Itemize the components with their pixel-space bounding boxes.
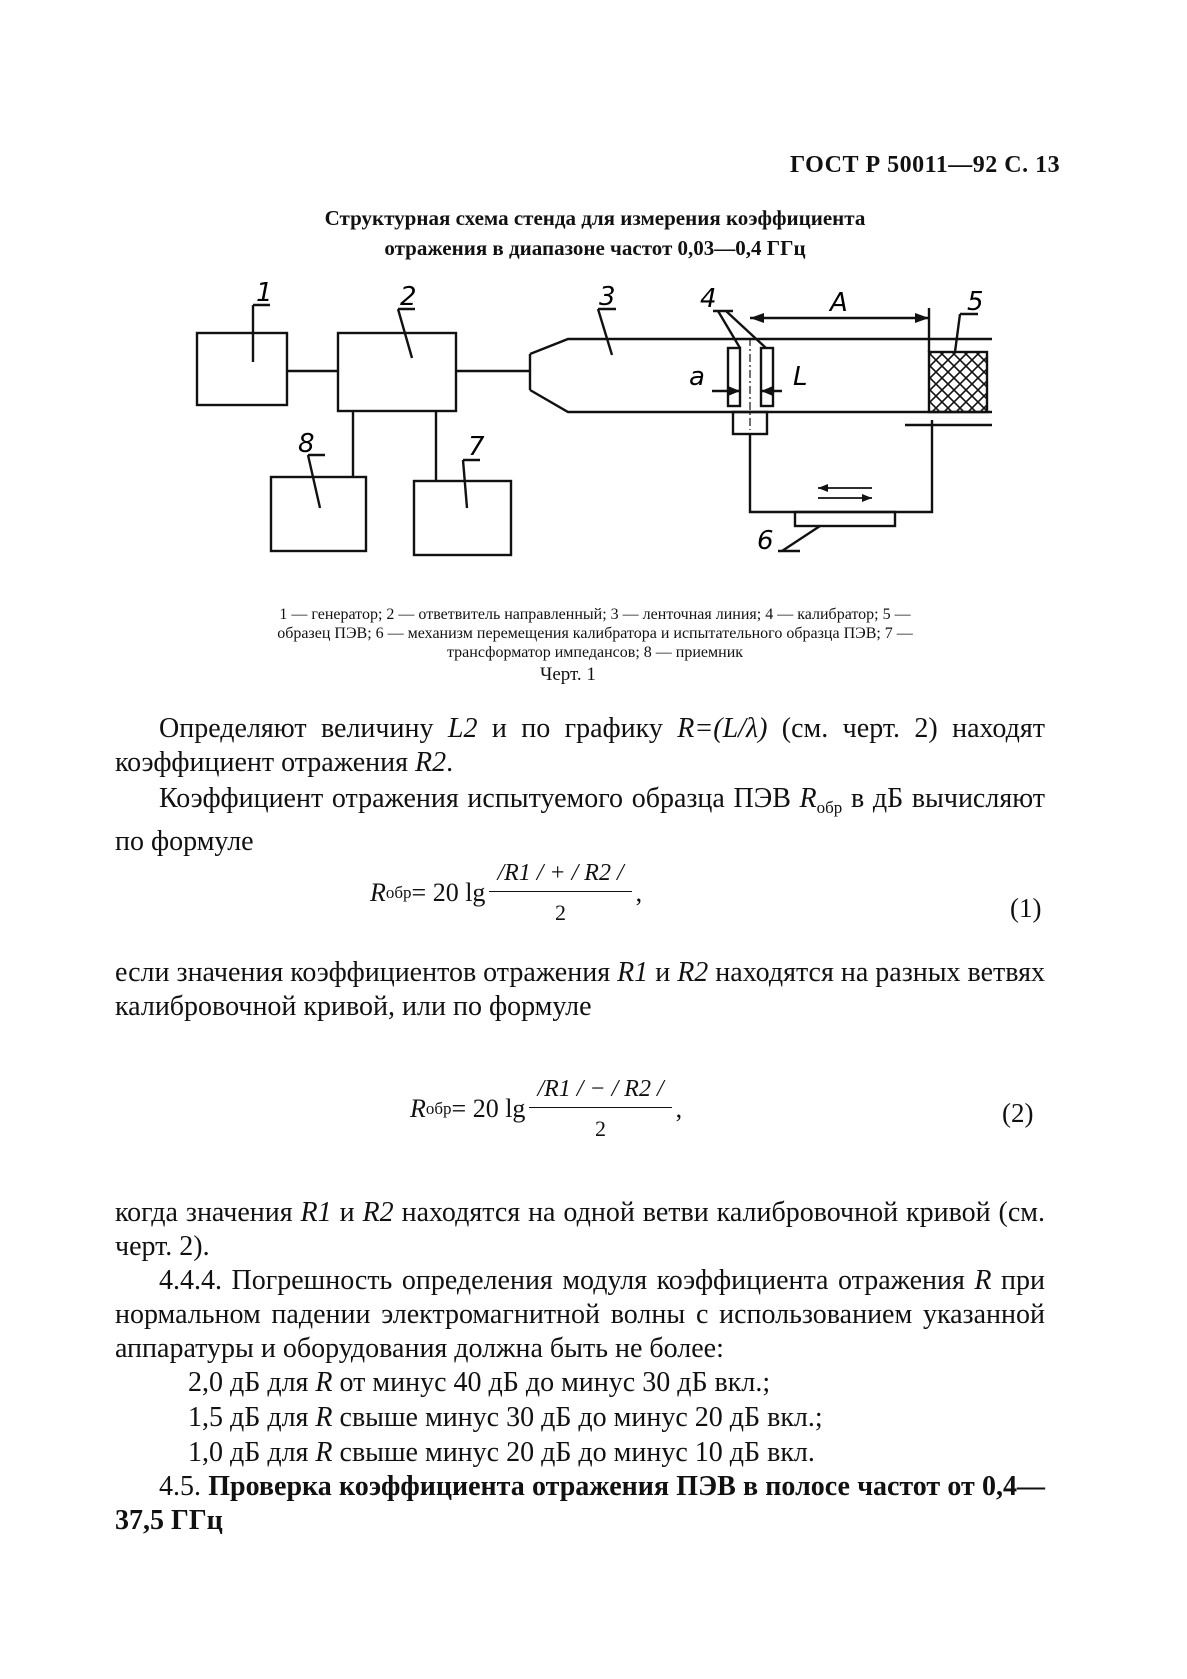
calibrator-plate-2 <box>761 348 773 406</box>
calibrator-plate-1 <box>728 348 740 406</box>
formula-1: R обр = 20 lg $\frac{/R1 / + / R2 /}{2}$ , <box>370 860 643 925</box>
figure-legend-line-1: 1 — генератор; 2 — ответвитель направленный; 3 — ленточная линия; 4 — калибратор; 5 — <box>279 606 911 623</box>
label-7: 7 <box>468 432 485 462</box>
block-generator <box>197 333 287 405</box>
figure-title-line-2: отражения в диапазоне частот 0,03—0,4 ГГц <box>384 236 806 260</box>
paragraph-3: если значения коэффициентов отражения R1 и R2 находятся на разных ветвях калибровочной кривой, или по формуле <box>115 957 1046 1022</box>
block-coupler <box>338 333 456 411</box>
figure-legend-line-2: образец ПЭВ; 6 — механизм перемещения калибратора и испытательного образца ПЭВ; 7 — <box>277 625 913 642</box>
formula-2: R обр = 20 lg $\frac{/R1 / - / R2 /}{2}$ , <box>410 1076 683 1141</box>
label-4: 4 <box>700 284 717 314</box>
block-transformer <box>414 481 511 555</box>
label-3: 3 <box>599 282 616 312</box>
label-a: a <box>689 362 705 392</box>
label-L: L <box>793 362 808 392</box>
paragraph-4-4-4: 4.4.4. Погрешность определения модуля коэффициента отражения R при нормальном падении электромагнитной волны с использованием указанной аппаратуры и оборудования должна быть не более: <box>115 1265 1045 1364</box>
label-8: 8 <box>298 429 315 459</box>
label-A: A <box>830 288 848 318</box>
label-5: 5 <box>967 287 984 317</box>
mechanism-block <box>795 512 895 526</box>
figure-title-line-1: Структурная схема стенда для измерения коэффициента <box>324 206 866 230</box>
equation-number-1: (1) <box>1010 893 1042 923</box>
paragraph-4: когда значения R1 и R2 находятся на одной ветви калибровочной кривой (см. черт. 2). <box>115 1197 1046 1262</box>
sample-hatch <box>930 353 986 411</box>
label-6: 6 <box>757 526 774 556</box>
label-1: 1 <box>256 278 273 308</box>
paragraph-1: Определяют величину L2 и по графику R=(L/λ) (см. черт. 2) находят коэффициент отражения R2. <box>115 713 1045 778</box>
label-2: 2 <box>400 282 417 312</box>
tolerance-item-1: 2,0 дБ для R от минус 40 дБ до минус 30 дБ вкл.; <box>188 1367 771 1398</box>
figure-legend-line-3: трансформатор импедансов; 8 — приемник <box>446 644 744 661</box>
tolerance-item-3: 1,0 дБ для R свыше минус 20 дБ до минус 10 дБ вкл. <box>188 1437 815 1468</box>
block-receiver <box>271 477 366 551</box>
page-header: ГОСТ Р 50011—92 С. 13 <box>790 152 1061 178</box>
equation-number-2: (2) <box>1002 1098 1034 1128</box>
figure-caption: Черт. 1 <box>540 664 596 685</box>
block-diagram <box>0 0 1187 600</box>
section-heading-4-5: 4.5. Проверка коэффициента отражения ПЭВ в полосе частот от 0,4—37,5 ГГц <box>115 1471 1046 1536</box>
tolerance-item-2: 1,5 дБ для R свыше минус 30 дБ до минус 20 дБ вкл.; <box>188 1402 823 1433</box>
paragraph-2: Коэффициент отражения испытуемого образца ПЭВ $R_{обр}$ в дБ вычисляют по формуле <box>115 783 1045 857</box>
